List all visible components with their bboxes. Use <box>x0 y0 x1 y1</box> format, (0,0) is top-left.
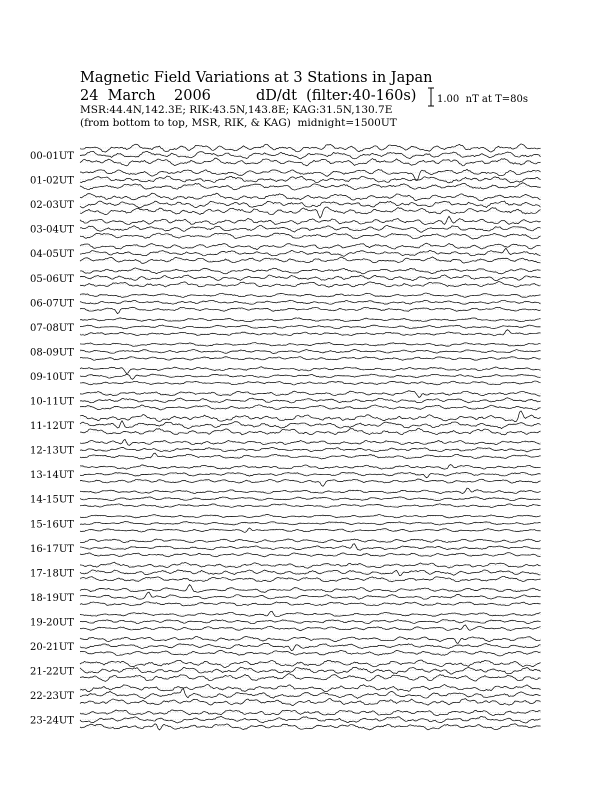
station-trace-msr <box>80 318 541 322</box>
station-trace-msr <box>80 144 541 152</box>
station-trace-kag <box>80 330 541 336</box>
station-trace-msr <box>80 539 541 543</box>
station-trace-msr <box>80 367 541 374</box>
scale-bar-label: 1.00 nT at T=80s <box>437 94 528 105</box>
row-traces <box>30 144 541 730</box>
station-trace-kag <box>80 453 541 459</box>
row-label: 22-23UT <box>30 691 74 703</box>
station-trace-rik <box>80 544 541 550</box>
station-trace-rik <box>80 643 541 650</box>
station-trace-kag <box>80 724 541 730</box>
station-trace-kag <box>80 479 541 486</box>
station-trace-rik <box>80 248 541 256</box>
station-trace-rik <box>80 421 541 429</box>
row-label: 16-17UT <box>30 543 74 555</box>
station-trace-msr <box>80 268 541 274</box>
station-trace-msr <box>80 488 541 493</box>
station-trace-rik <box>80 667 541 674</box>
station-trace-rik <box>80 497 541 501</box>
station-trace-msr <box>80 169 541 180</box>
station-trace-rik <box>80 374 541 379</box>
station-trace-rik <box>80 325 541 329</box>
station-trace-kag <box>80 576 541 582</box>
row-label: 03-04UT <box>30 224 74 236</box>
row-label: 06-07UT <box>30 298 74 310</box>
row-label: 02-03UT <box>30 200 74 212</box>
station-trace-rik <box>80 201 541 208</box>
row-label: 19-20UT <box>30 617 74 629</box>
station-trace-kag <box>80 307 541 313</box>
station-trace-msr <box>80 391 541 398</box>
row-label: 14-15UT <box>30 494 74 506</box>
station-trace-rik <box>80 689 541 699</box>
station-trace-kag <box>80 233 541 239</box>
station-trace-msr <box>80 660 541 667</box>
row-label: 23-24UT <box>30 715 74 727</box>
chart-date: 24 March 2006 <box>80 88 211 104</box>
row-label: 11-12UT <box>30 421 74 433</box>
station-trace-rik <box>80 472 541 477</box>
station-trace-kag <box>80 207 541 218</box>
station-trace-msr <box>80 439 541 445</box>
row-label: 17-18UT <box>30 568 74 580</box>
station-trace-rik <box>80 570 541 576</box>
station-trace-rik <box>80 521 541 525</box>
station-trace-kag <box>80 699 541 706</box>
row-label: 15-16UT <box>30 519 74 531</box>
station-trace-msr <box>80 193 541 201</box>
station-trace-rik <box>80 620 541 624</box>
row-label: 12-13UT <box>30 445 74 457</box>
station-trace-msr <box>80 585 541 593</box>
station-trace-msr <box>80 611 541 616</box>
row-label: 09-10UT <box>30 371 74 383</box>
station-trace-kag <box>80 625 541 631</box>
chart-title: Magnetic Field Variations at 3 Stations in Japan <box>80 70 433 86</box>
station-trace-kag <box>80 650 541 656</box>
scale-bar <box>428 88 434 106</box>
row-label: 20-21UT <box>30 642 74 653</box>
row-label: 05-06UT <box>30 273 74 285</box>
row-label: 01-02UT <box>30 175 74 187</box>
station-trace-kag <box>80 602 541 606</box>
station-trace-msr <box>80 216 541 224</box>
station-trace-kag <box>80 504 541 508</box>
row-label: 21-22UT <box>30 666 74 678</box>
row-label: 04-05UT <box>30 249 74 261</box>
station-trace-kag <box>80 282 541 288</box>
row-label: 00-01UT <box>30 151 74 162</box>
station-trace-kag <box>80 428 541 435</box>
station-trace-msr <box>80 465 541 470</box>
station-trace-msr <box>80 411 541 422</box>
row-label: 13-14UT <box>30 470 74 482</box>
station-trace-kag <box>80 674 541 682</box>
station-trace-rik <box>80 176 541 183</box>
station-trace-kag <box>80 183 541 190</box>
station-trace-msr <box>80 636 541 643</box>
station-coordinates: MSR:44.4N,142.3E; RIK:43.5N,143.8E; KAG:31.5N,130.7E <box>80 104 393 116</box>
row-label: 18-19UT <box>30 592 74 604</box>
chart-filter: dD/dt (filter:40-160s) <box>256 88 417 104</box>
station-trace-rik <box>80 592 541 599</box>
trace-order-note: (from bottom to top, MSR, RIK, & KAG) midnight=1500UT <box>80 117 397 129</box>
row-label: 07-08UT <box>30 322 74 334</box>
row-label: 10-11UT <box>30 396 74 408</box>
row-label: 08-09UT <box>30 347 74 359</box>
